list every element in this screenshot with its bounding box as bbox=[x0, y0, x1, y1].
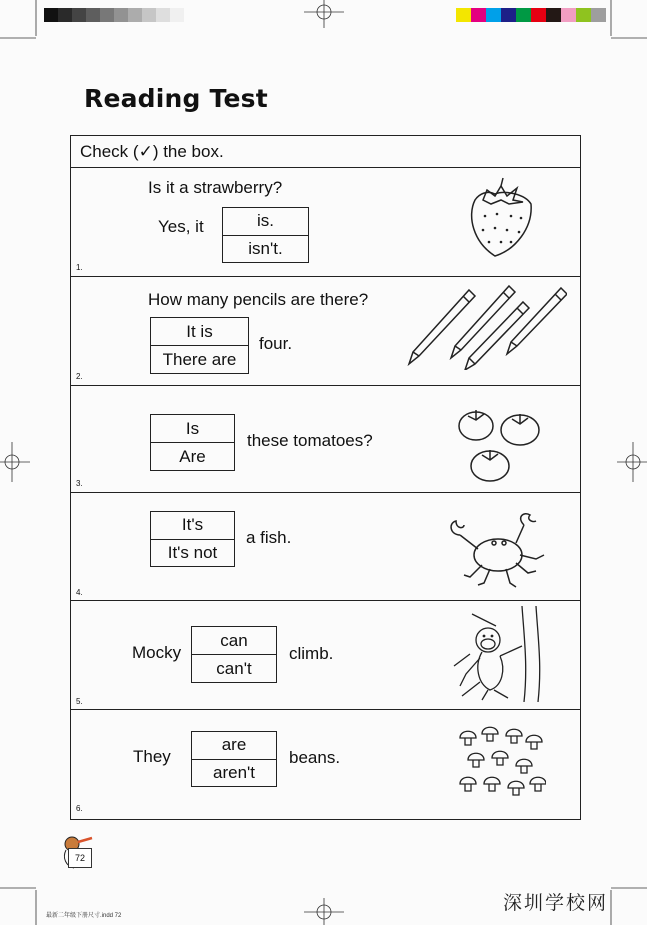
row-divider bbox=[70, 600, 581, 601]
sentence-end: four. bbox=[259, 334, 293, 353]
sentence-end: climb. bbox=[289, 644, 334, 663]
monkey-icon bbox=[452, 606, 550, 702]
answer-box[interactable] bbox=[150, 511, 235, 567]
question-number: 3. bbox=[76, 479, 83, 488]
question-number: 6. bbox=[76, 804, 83, 813]
pencils-icon bbox=[405, 284, 567, 370]
answer-option[interactable]: There are bbox=[151, 345, 248, 373]
sentence-end: beans. bbox=[289, 748, 341, 767]
sentence-end: these tomatoes? bbox=[247, 431, 373, 450]
sentence-end: a fish. bbox=[246, 528, 292, 547]
answer-option[interactable]: are bbox=[221, 735, 247, 755]
answer-option[interactable]: It's not bbox=[151, 539, 234, 567]
row-divider bbox=[70, 276, 581, 277]
answer-option[interactable]: aren't bbox=[192, 759, 276, 787]
footer-file-label: 最新二年级下册尺寸.indd 72 bbox=[46, 913, 122, 919]
row-divider bbox=[70, 492, 581, 493]
answer-box[interactable] bbox=[222, 207, 309, 263]
sentence-start: Mocky bbox=[132, 643, 182, 662]
answer-option[interactable]: is. bbox=[257, 211, 274, 231]
row-divider bbox=[70, 385, 581, 386]
question-number: 5. bbox=[76, 697, 83, 706]
row-divider bbox=[70, 709, 581, 710]
crab-icon bbox=[444, 511, 548, 591]
mushrooms-icon bbox=[458, 726, 546, 804]
answer-option[interactable]: Is bbox=[185, 418, 200, 438]
question-number: 2. bbox=[76, 372, 83, 381]
answer-option[interactable]: It's bbox=[181, 515, 204, 535]
page-title: Reading Test bbox=[84, 84, 268, 113]
question-number: 1. bbox=[76, 263, 83, 272]
answer-box[interactable] bbox=[150, 414, 235, 471]
answer-box[interactable] bbox=[150, 317, 249, 374]
answer-option[interactable]: isn't. bbox=[223, 235, 308, 263]
sentence-start: They bbox=[133, 747, 171, 766]
strawberry-icon bbox=[465, 176, 537, 260]
answer-box[interactable] bbox=[191, 731, 277, 787]
watermark-text: 深圳学校网 bbox=[503, 892, 609, 914]
answer-option[interactable]: Are bbox=[151, 442, 234, 470]
sentence-start: Yes, it bbox=[158, 217, 204, 236]
question-text: How many pencils are there? bbox=[148, 290, 369, 309]
answer-option[interactable]: It is bbox=[186, 321, 213, 341]
answer-option[interactable]: can bbox=[220, 630, 248, 650]
page-number: 72 bbox=[68, 848, 92, 868]
answer-option[interactable]: can't bbox=[192, 654, 276, 682]
answer-box[interactable] bbox=[191, 626, 277, 683]
instruction-text: Check (✓) the box. bbox=[80, 142, 224, 161]
question-number: 4. bbox=[76, 588, 83, 597]
question-text: Is it a strawberry? bbox=[148, 178, 283, 197]
tomatoes-icon bbox=[456, 404, 546, 486]
